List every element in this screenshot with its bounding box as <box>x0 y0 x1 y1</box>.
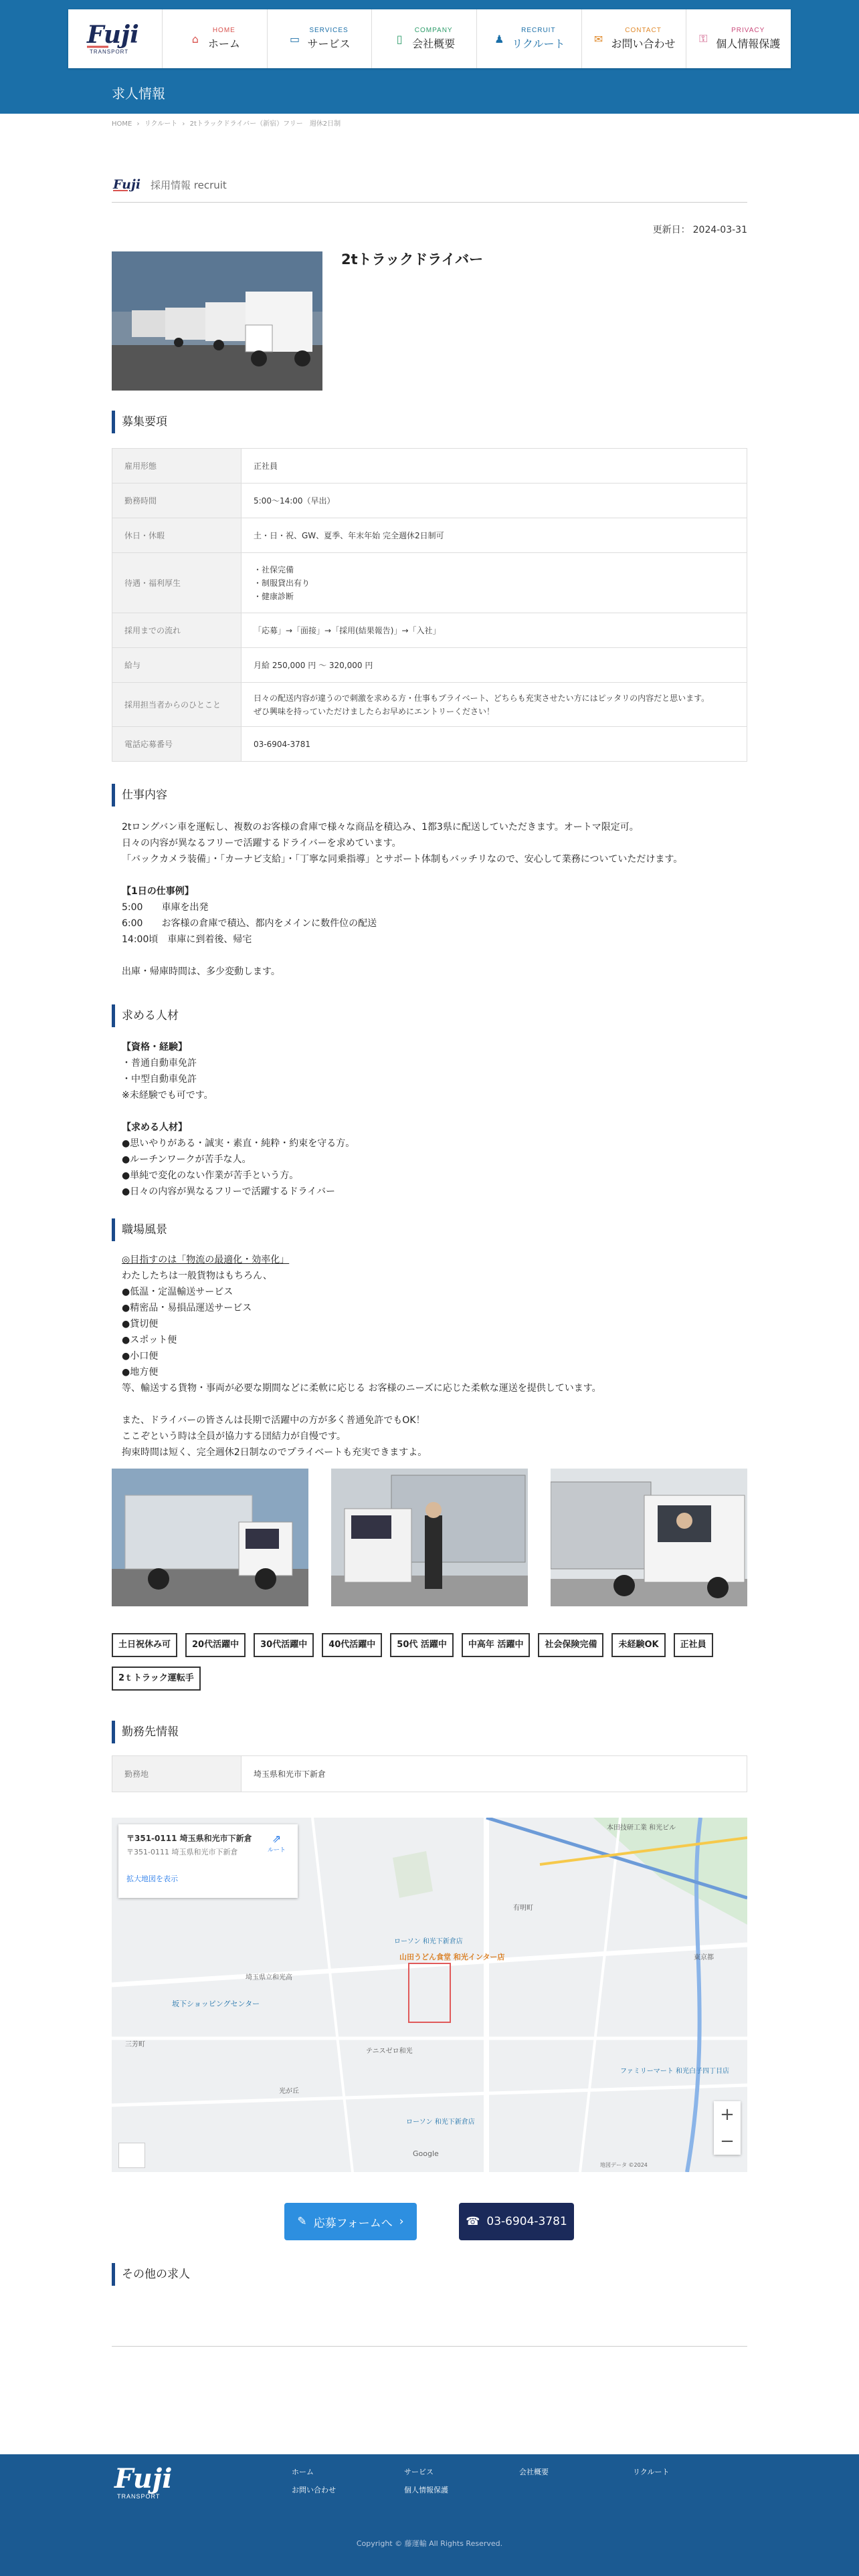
table-key: 採用担当者からのひとこと <box>112 683 242 727</box>
table-value <box>242 518 747 553</box>
text-line: ・普通自動車免許 <box>122 1058 197 1069</box>
text-line: 【1日の仕事例】 <box>122 886 194 897</box>
table-row <box>112 613 747 648</box>
footer-link-privacy[interactable]: 個人情報保護 <box>404 2486 448 2494</box>
map-label: 山田うどん食堂 和光インター店 <box>399 1953 505 1961</box>
nav-home-label: ホーム <box>207 37 240 50</box>
tag-badge[interactable]: 中高年 活躍中 <box>462 1633 531 1657</box>
workplace-photo-2 <box>331 1469 528 1606</box>
zoom-in-button[interactable]: + <box>720 2105 735 2125</box>
map-label: テニスゼロ和光 <box>366 2048 413 2055</box>
section-title-location: 勤務先情報 <box>112 1721 179 1743</box>
nav-item-company[interactable] <box>371 9 476 68</box>
map-label: 坂下ショッピングセンター <box>172 2000 260 2008</box>
tag-badge[interactable]: 2ｔトラック運転手 <box>112 1667 201 1691</box>
footer-nav-col <box>292 2466 336 2502</box>
nav-recruit-label: リクルート <box>512 37 565 50</box>
text-line: ※未経験でも可です。 <box>122 1090 213 1101</box>
text-line: ●スポット便 <box>122 1335 177 1346</box>
fuji-logo-icon <box>82 20 149 58</box>
route-icon: ⇗ <box>272 1832 282 1845</box>
location-table <box>112 1755 747 1792</box>
site-logo[interactable] <box>68 9 162 68</box>
text-line: ●小口便 <box>122 1351 159 1362</box>
text-line: また、ドライバーの皆さんは長期で活躍中の方が多く普通免許でもOK！ <box>122 1415 425 1426</box>
table-value <box>242 449 747 484</box>
table-value <box>242 553 747 613</box>
page-title: 求人情報 <box>112 86 165 102</box>
map-card-title: 〒351-0111 埼玉県和光市下新倉 <box>126 1834 252 1843</box>
table-value-line: ぜひ興味を持っていただけましたらお早めにエントリーください！ <box>254 706 495 716</box>
svg-text:TRANSPORT: TRANSPORT <box>117 2493 161 2500</box>
map-label: 三芳町 <box>125 2041 145 2048</box>
svg-text:Fuji: Fuji <box>87 21 139 49</box>
tag-badge[interactable]: 社会保険完備 <box>538 1633 603 1657</box>
map-label: ローソン 和光下新倉店 <box>406 2119 475 2126</box>
text-line: 【資格・経験】 <box>122 1042 187 1053</box>
table-row <box>112 553 747 613</box>
footer-link-services[interactable]: サービス <box>404 2468 434 2476</box>
table-value-line: 日々の配送内容が違うので刺激を求める方・仕事もプライベート、どちらも充実させたい方にはピッタリの内容だと思います。 <box>254 693 710 703</box>
text-line: ●低温・定温輸送サービス <box>122 1287 233 1297</box>
text-line: 14:00頃 車庫に到着後、帰宅 <box>122 934 252 945</box>
tag-badge[interactable]: 正社員 <box>674 1633 713 1657</box>
table-value-line: 「応募」→「面接」→「採用(結果報告)」→「入社」 <box>254 625 441 635</box>
nav-item-home[interactable] <box>162 9 267 68</box>
breadcrumb-recruit[interactable]: リクルート <box>144 120 178 128</box>
text-line: 「バックカメラ装備」・「カーナビ支給」・「丁寧な同乗指導」とサポート体制もバッチリなので、安心して業務についていただけます。 <box>122 854 683 865</box>
ideal-candidate <box>122 1039 355 1200</box>
nav-home-en: HOME <box>212 27 235 34</box>
lock-icon: ⚿ <box>699 32 708 45</box>
table-row <box>112 518 747 553</box>
text-line: ・中型自動車免許 <box>122 1074 197 1085</box>
nav-services-en: SERVICES <box>309 27 349 34</box>
map-info-card <box>118 1824 298 1898</box>
table-key: 勤務時間 <box>112 484 242 518</box>
nav-privacy-label: 個人情報保護 <box>716 37 781 50</box>
footer-link-company[interactable]: 会社概要 <box>519 2468 549 2476</box>
table-row <box>112 648 747 683</box>
table-value <box>242 613 747 648</box>
text-line: ●単純で変化のない作業が苦手という方。 <box>122 1170 299 1181</box>
section-title-work: 仕事内容 <box>112 784 167 807</box>
footer-logo[interactable] <box>110 2462 184 2505</box>
text-line: 出庫・帰庫時間は、多少変動します。 <box>122 966 280 977</box>
section-title-workplace: 職場風景 <box>112 1218 167 1241</box>
nav-item-contact[interactable] <box>581 9 686 68</box>
divider <box>112 202 747 203</box>
map-zoom-control <box>714 2101 741 2155</box>
section-title-others: その他の求人 <box>112 2263 190 2286</box>
breadcrumb-sep: › <box>182 120 185 128</box>
table-row <box>112 449 747 484</box>
phone-button[interactable] <box>459 2203 574 2240</box>
workplace-photo-1 <box>112 1469 308 1606</box>
map-label: 東京都 <box>694 1954 714 1961</box>
map-label: 本田技研工業 和光ビル <box>607 1824 676 1832</box>
section-title-ideal: 求める人材 <box>112 1004 179 1027</box>
table-value <box>242 727 747 762</box>
svg-text:Fuji: Fuji <box>113 177 141 192</box>
text-line: ●貸切便 <box>122 1319 159 1329</box>
map-card-sub: 〒351-0111 埼玉県和光市下新倉 <box>126 1848 238 1856</box>
map[interactable] <box>112 1818 747 2172</box>
table-value <box>242 683 747 727</box>
svg-text:TRANSPORT: TRANSPORT <box>90 49 129 55</box>
map-label: 光が丘 <box>279 2088 299 2095</box>
chevron-right-icon: › <box>399 2215 404 2228</box>
nav-contact-en: CONTACT <box>625 27 662 34</box>
text-line: 【求める人材】 <box>122 1122 187 1133</box>
location-value: 埼玉県和光市下新倉 <box>242 1756 747 1792</box>
text-line: 等、輸送する貨物・事両が必要な期間などに柔軟に応じる お客様のニーズに応じた柔軟な運送を提供しています。 <box>122 1383 601 1394</box>
footer-nav-col <box>633 2466 669 2484</box>
text-line: わたしたちは一般貨物はもちろん、 <box>122 1271 272 1281</box>
table-row <box>112 727 747 762</box>
job-title: 2tトラックドライバー <box>341 251 484 267</box>
text-line: ◎目指すのは「物流の最適化・効率化」 <box>122 1255 290 1265</box>
table-key: 給与 <box>112 648 242 683</box>
text-line: 日々の内容が異なるフリーで活躍するドライバーを求めています。 <box>122 838 401 849</box>
workplace-photo-3 <box>551 1469 747 1606</box>
svg-text:Fuji: Fuji <box>114 2463 173 2494</box>
text-line: 2tロングバン車を運転し、複数のお客様の倉庫で様々な商品を積込み、1都3県に配送していただきます。オートマ限定可。 <box>122 822 639 833</box>
updated-label: 更新日： <box>652 225 690 235</box>
location-key: 勤務地 <box>112 1756 242 1792</box>
envelope-icon: ✉ <box>593 32 603 45</box>
map-enlarge-link[interactable]: 拡大地図を表示 <box>126 1874 178 1883</box>
section-title-requirements: 募集要項 <box>112 411 167 433</box>
map-route-button[interactable] <box>268 1832 286 1854</box>
tag-badge[interactable]: 40代活躍中 <box>322 1633 382 1657</box>
truck-icon: ▭ <box>289 32 300 45</box>
breadcrumb <box>112 118 343 128</box>
apply-form-button[interactable] <box>284 2203 417 2240</box>
fuji-logo-icon <box>110 2462 184 2502</box>
nav-services-label: サービス <box>307 37 351 50</box>
text-line <box>122 1396 601 1412</box>
text-line <box>122 867 682 883</box>
work-description <box>122 819 682 980</box>
workplace-description <box>122 1252 601 1461</box>
tag-badge[interactable]: 未経験OK <box>611 1633 665 1657</box>
table-value-line: 月給 250,000 円 〜 320,000 円 <box>254 660 373 670</box>
users-icon: ♟ <box>494 32 504 45</box>
table-value-line: 03-6904-3781 <box>254 739 311 749</box>
tag-badge[interactable]: 20代活躍中 <box>185 1633 246 1657</box>
phone-button-label: 03-6904-3781 <box>486 2215 567 2228</box>
footer-link-home[interactable]: ホーム <box>292 2468 314 2476</box>
table-value-line: 5:00〜14:00（早出） <box>254 496 335 506</box>
job-photo <box>112 251 322 391</box>
nav-contact-label: お問い合わせ <box>611 37 676 50</box>
map-route-label: ルート <box>267 1847 286 1854</box>
table-row <box>112 683 747 727</box>
text-line: ●地方便 <box>122 1367 159 1378</box>
text-line: ここぞという時は全員が協力する団結力が自慢です。 <box>122 1431 346 1442</box>
table-value-line: ・制服貸出有り <box>254 578 310 588</box>
text-line: ●精密品・易損品運送サービス <box>122 1303 252 1313</box>
fuji-logo-icon <box>112 175 144 194</box>
nav-item-privacy[interactable] <box>686 9 791 68</box>
nav-company-en: COMPANY <box>414 27 453 34</box>
text-line: ●思いやりがある・誠実・素直・純粋・約束を守る方。 <box>122 1138 355 1149</box>
main-nav <box>68 9 791 68</box>
updated-value: 2024-03-31 <box>692 225 747 235</box>
table-value-line: ・社保完備 <box>254 564 294 574</box>
text-line: 5:00 車庫を出発 <box>122 902 209 913</box>
google-logo: Google <box>413 2149 439 2158</box>
breadcrumb-current: 2tトラックドライバー（新宿）フリー 週休2日制 <box>189 120 341 128</box>
nav-item-services[interactable] <box>267 9 372 68</box>
nav-item-recruit[interactable] <box>476 9 581 68</box>
footer-link-recruit[interactable]: リクルート <box>633 2468 670 2476</box>
map-attribution: 地図データ ©2024 <box>600 2162 648 2168</box>
nav-privacy-en: PRIVACY <box>731 27 765 34</box>
edit-icon: ✎ <box>297 2215 307 2228</box>
zoom-out-button[interactable]: − <box>720 2131 735 2151</box>
copyright: Copyright © 藤運輸 All Rights Reserved. <box>356 2539 503 2548</box>
recruit-label: 採用情報 recruit <box>151 179 227 191</box>
footer-nav-col <box>519 2466 549 2484</box>
map-label: 有明町 <box>513 1905 533 1912</box>
nav-company-label: 会社概要 <box>412 37 456 50</box>
recruit-header <box>112 175 227 194</box>
tag-badge[interactable]: 50代 活躍中 <box>390 1633 454 1657</box>
table-value-line: 正社員 <box>254 461 278 471</box>
table-key: 電話応募番号 <box>112 727 242 762</box>
footer-nav-col <box>404 2466 448 2502</box>
text-line: 6:00 お客様の倉庫で積込、都内をメインに数件位の配送 <box>122 918 377 929</box>
table-value-line: ・健康診断 <box>254 591 294 601</box>
table-key: 待遇・福利厚生 <box>112 553 242 613</box>
building-icon: ▯ <box>396 32 403 45</box>
nav-recruit-en: RECRUIT <box>521 27 556 34</box>
table-value <box>242 484 747 518</box>
table-value <box>242 648 747 683</box>
updated-date <box>650 223 747 236</box>
divider <box>112 2346 747 2347</box>
table-key: 採用までの流れ <box>112 613 242 648</box>
map-label: ファミリーマート 和光白子四丁目店 <box>620 2068 729 2075</box>
text-line: ●日々の内容が異なるフリーで活躍するドライバー <box>122 1186 335 1197</box>
table-row <box>112 484 747 518</box>
text-line: ●ルーチンワークが苦手な人。 <box>122 1154 252 1165</box>
text-line: 拘束時間は短く、完全週休2日制なのでプライベートも充実できますよ。 <box>122 1447 427 1458</box>
tag-badge[interactable]: 土日祝休み可 <box>112 1633 177 1657</box>
table-key: 雇用形態 <box>112 449 242 484</box>
breadcrumb-sep: › <box>136 120 140 128</box>
text-line <box>122 1103 355 1119</box>
table-value-line: 土・日・祝、GW、夏季、年末年始 完全週休2日制可 <box>254 530 444 540</box>
tag-badge[interactable]: 30代活躍中 <box>254 1633 314 1657</box>
tag-list <box>112 1633 747 1691</box>
house-icon: ⌂ <box>191 32 199 45</box>
text-line <box>122 948 682 964</box>
footer-link-contact[interactable]: お問い合わせ <box>292 2486 336 2494</box>
map-label: ローソン 和光下新倉店 <box>394 1938 463 1945</box>
breadcrumb-home[interactable]: HOME <box>112 120 132 128</box>
table-row <box>112 1756 747 1792</box>
map-type-toggle[interactable] <box>118 2143 145 2168</box>
requirements-table <box>112 448 747 762</box>
phone-icon: ☎ <box>466 2215 480 2228</box>
map-label: 埼玉県立和光高 <box>246 1974 292 1981</box>
apply-button-label: 応募フォームへ <box>313 2216 393 2230</box>
table-key: 休日・休暇 <box>112 518 242 553</box>
